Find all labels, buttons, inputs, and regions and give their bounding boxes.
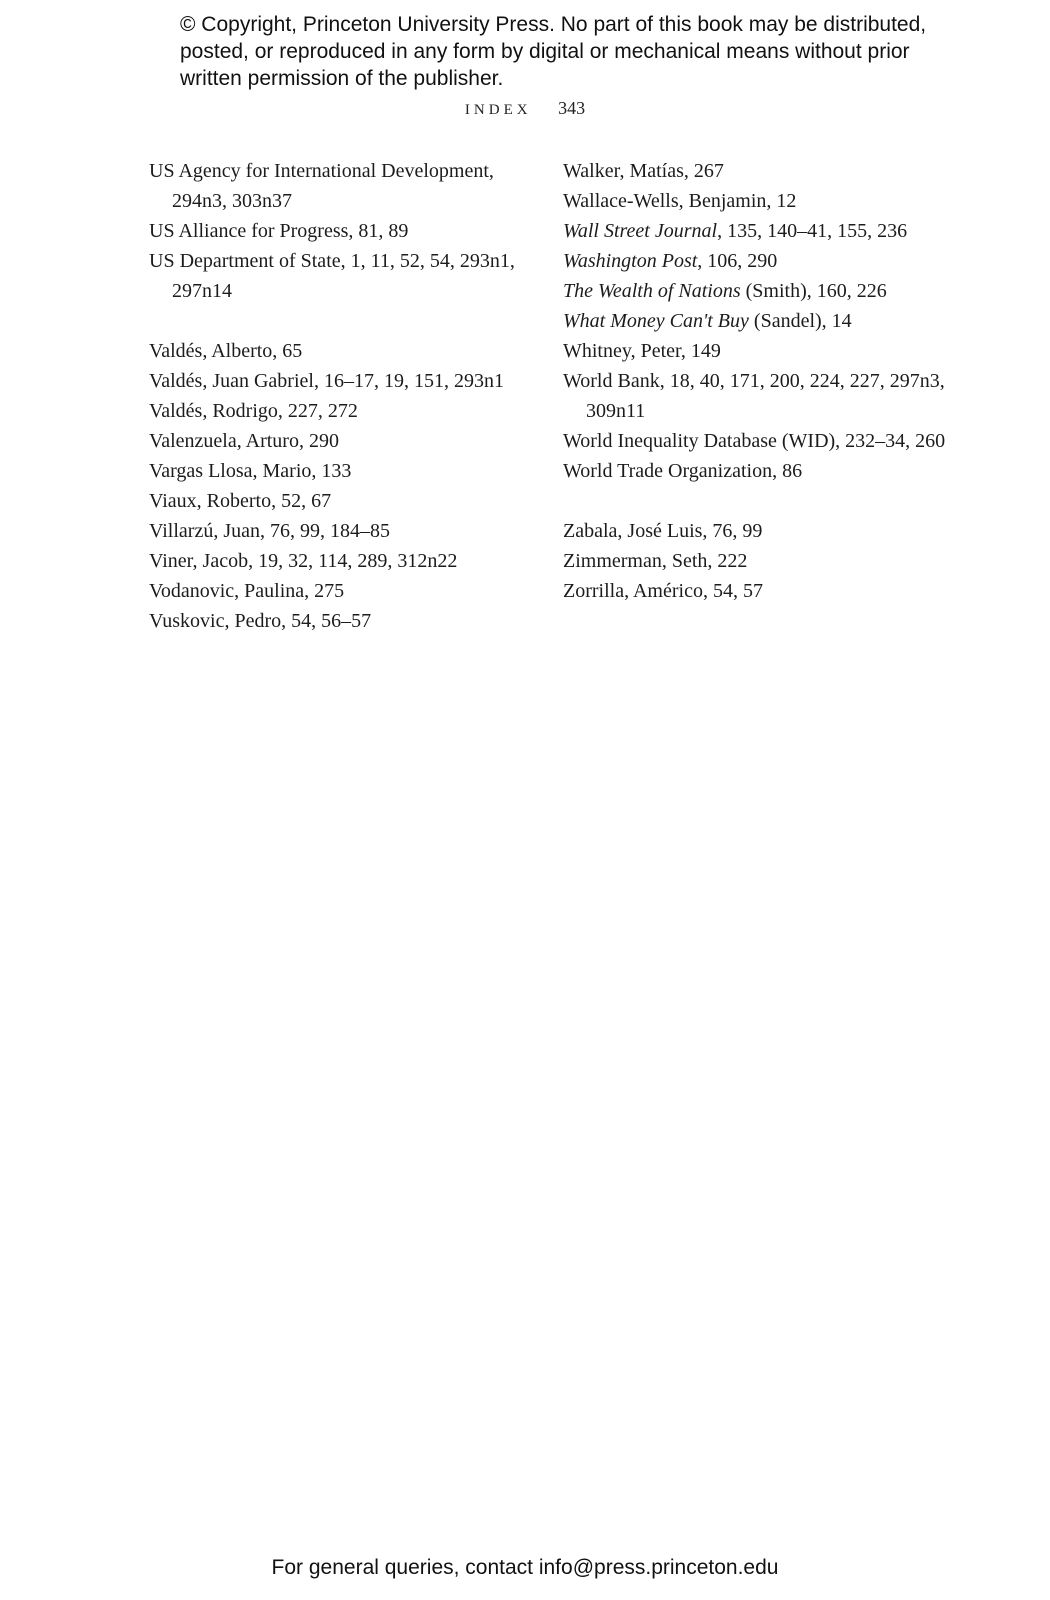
index-entry: Walker, Matías, 267 bbox=[563, 160, 724, 182]
index-entry: Zabala, José Luis, 76, 99 bbox=[563, 520, 763, 542]
index-entry: Valdés, Rodrigo, 227, 272 bbox=[149, 400, 358, 422]
index-entry: Valenzuela, Arturo, 290 bbox=[149, 430, 339, 452]
page-number: 343 bbox=[558, 98, 586, 118]
publication-title: Washington Post bbox=[563, 250, 698, 272]
entry-locators: (Smith), 160, 226 bbox=[740, 280, 887, 302]
index-entry: Zimmerman, Seth, 222 bbox=[563, 550, 748, 572]
index-entry: Villarzú, Juan, 76, 99, 184–85 bbox=[149, 520, 390, 542]
publication-title: The Wealth of Nations bbox=[563, 280, 741, 302]
index-column-left bbox=[149, 156, 529, 636]
index-column-right bbox=[563, 156, 958, 606]
index-entry: Wallace-Wells, Benjamin, 12 bbox=[563, 190, 797, 212]
index-entry: Vargas Llosa, Mario, 133 bbox=[149, 460, 352, 482]
index-entry bbox=[563, 276, 958, 306]
index-entry: Vodanovic, Paulina, 275 bbox=[149, 580, 345, 602]
entry-locators: (Sandel), 14 bbox=[748, 310, 852, 332]
index-entry: World Trade Organization, 86 bbox=[563, 460, 803, 482]
letter-group-divider bbox=[563, 486, 958, 516]
publication-title: What Money Can't Buy bbox=[563, 310, 749, 332]
index-entry bbox=[563, 306, 958, 336]
index-entry: Valdés, Juan Gabriel, 16–17, 19, 151, 293n1 bbox=[149, 370, 504, 392]
index-entry: World Inequality Database (WID), 232–34, 260 bbox=[563, 430, 946, 452]
index-entry: US Agency for International Development, 294n3, 303n37 bbox=[149, 160, 494, 212]
footer-contact: For general queries, contact info@press.princeton.edu bbox=[271, 1556, 779, 1579]
publication-title: Wall Street Journal bbox=[563, 220, 718, 242]
index-entry: Viner, Jacob, 19, 32, 114, 289, 312n22 bbox=[149, 550, 458, 572]
index-entry: Zorrilla, Américo, 54, 57 bbox=[563, 580, 763, 602]
running-head bbox=[0, 98, 1050, 119]
letter-group-divider bbox=[149, 306, 529, 336]
index-entry: US Alliance for Progress, 81, 89 bbox=[149, 220, 409, 242]
copyright-notice: © Copyright, Princeton University Press. No part of this book may be distributed, posted, or reproduced in any form by digital or mechanical means without prior written permission of the publisher. bbox=[180, 13, 927, 90]
entry-locators: , 106, 290 bbox=[697, 250, 778, 272]
index-entry: World Bank, 18, 40, 171, 200, 224, 227, 297n3, 309n11 bbox=[563, 370, 945, 422]
index-entry: Vuskovic, Pedro, 54, 56–57 bbox=[149, 610, 372, 632]
index-entry bbox=[563, 216, 958, 246]
index-entry: US Department of State, 1, 11, 52, 54, 293n1, 297n14 bbox=[149, 250, 515, 302]
entry-locators: , 135, 140–41, 155, 236 bbox=[717, 220, 908, 242]
index-entry bbox=[563, 246, 958, 276]
index-entry: Viaux, Roberto, 52, 67 bbox=[149, 490, 332, 512]
running-head-label: INDEX bbox=[464, 102, 532, 118]
index-entry: Whitney, Peter, 149 bbox=[563, 340, 721, 362]
index-entry: Valdés, Alberto, 65 bbox=[149, 340, 303, 362]
